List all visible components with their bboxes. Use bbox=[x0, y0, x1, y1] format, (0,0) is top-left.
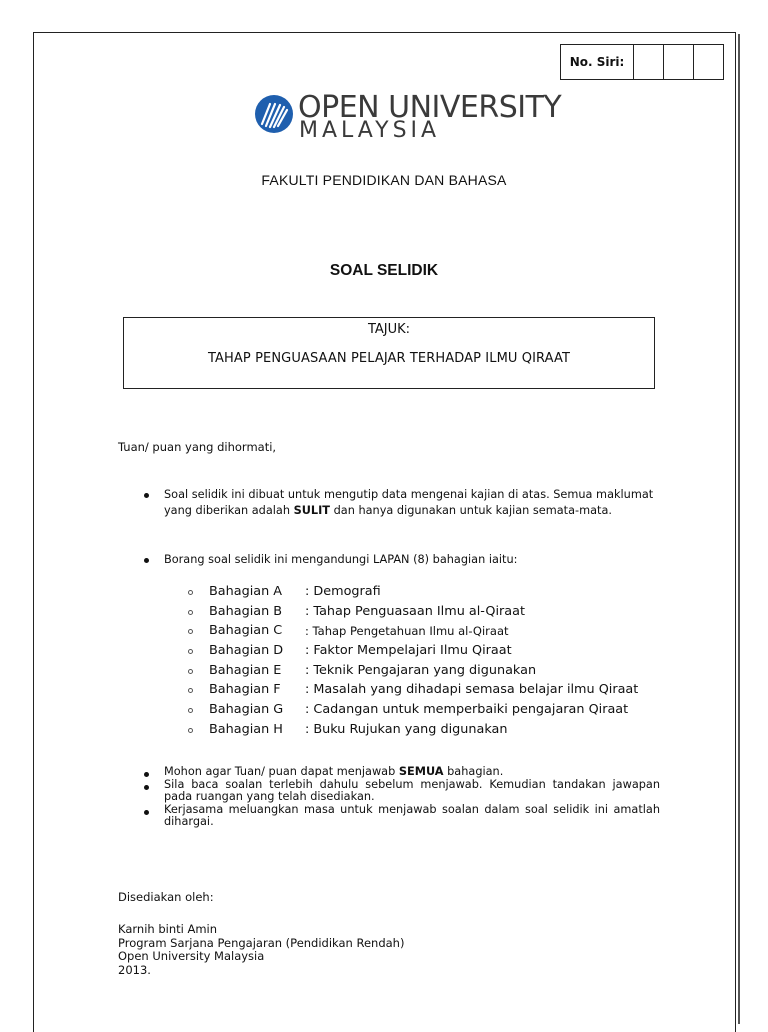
intro-text: Soal selidik ini dibuat untuk mengutip data mengenai kajian di atas. Semua maklumat yang diberikan adalah bbox=[164, 488, 654, 517]
serial-cell bbox=[694, 45, 723, 79]
serial-cell bbox=[634, 45, 664, 79]
intro-list bbox=[140, 487, 660, 519]
author-name: Karnih binti Amin bbox=[118, 922, 218, 936]
instruction-text: bahagian. bbox=[443, 765, 504, 778]
topic-text: TAHAP PENGUASAAN PELAJAR TERHADAP ILMU QIRAAT bbox=[208, 351, 570, 366]
intro-bold: SULIT bbox=[293, 504, 331, 517]
section-desc: : Tahap Pengetahuan Ilmu al-Qiraat bbox=[305, 624, 509, 639]
section-name: Bahagian A bbox=[209, 584, 283, 599]
logo-text-open-university: OPEN UNIVERSITY bbox=[298, 90, 562, 125]
logo-text-malaysia: MALAYSIA bbox=[299, 118, 441, 143]
intro-text: dan hanya digunakan untuk kajian semata-mata. bbox=[330, 504, 612, 517]
oum-logo-icon bbox=[254, 94, 294, 134]
instructions-list bbox=[140, 766, 660, 829]
intro-list-2 bbox=[140, 552, 660, 568]
instruction-item bbox=[140, 766, 660, 779]
instruction-item: Kerjasama meluangkan masa untuk menjawab soalan dalam soal selidik ini amatlah dihargai. bbox=[140, 804, 660, 829]
author-program: Program Sarjana Pengajaran (Pendidikan Rendah) bbox=[118, 935, 405, 950]
author-year: 2013. bbox=[118, 962, 151, 977]
section-desc: : Masalah yang dihadapi semasa belajar ilmu Qiraat bbox=[305, 682, 639, 698]
author-block bbox=[118, 923, 404, 977]
circle-bullet-icon bbox=[188, 728, 193, 733]
instruction-item: Sila baca soalan terlebih dahulu sebelum menjawab. Kemudian tandakan jawapan pada ruangan yang telah disediakan. bbox=[140, 779, 660, 804]
serial-number-box bbox=[560, 44, 724, 80]
section-desc: : Buku Rujukan yang digunakan bbox=[305, 721, 508, 737]
circle-bullet-icon bbox=[188, 590, 193, 595]
circle-bullet-icon bbox=[188, 610, 193, 615]
topic-box bbox=[123, 317, 655, 389]
section-name: Bahagian C bbox=[209, 623, 283, 639]
instruction-text: Mohon agar Tuan/ puan dapat menjawab bbox=[164, 765, 399, 778]
section-name: Bahagian G bbox=[209, 702, 284, 718]
author-university: Open University Malaysia bbox=[118, 949, 265, 963]
section-desc: : Teknik Pengajaran yang digunakan bbox=[305, 662, 537, 678]
section-name: Bahagian H bbox=[209, 721, 283, 737]
topic-label: TAJUK: bbox=[367, 322, 411, 337]
instruction-bold: SEMUA bbox=[398, 765, 444, 778]
intro-item bbox=[140, 487, 660, 519]
section-desc: : Cadangan untuk memperbaiki pengajaran Qiraat bbox=[305, 702, 629, 718]
document-title: SOAL SELIDIK bbox=[329, 262, 439, 279]
circle-bullet-icon bbox=[188, 669, 193, 674]
section-desc: : Demografi bbox=[305, 584, 381, 599]
section-desc: : Tahap Penguasaan Ilmu al-Qiraat bbox=[305, 603, 525, 619]
faculty-name: FAKULTI PENDIDIKAN DAN BAHASA bbox=[261, 172, 507, 188]
prepared-by-label: Disediakan oleh: bbox=[118, 890, 214, 904]
greeting: Tuan/ puan yang dihormati, bbox=[118, 440, 277, 454]
section-name: Bahagian E bbox=[209, 662, 282, 678]
serial-label: No. Siri: bbox=[561, 45, 634, 79]
university-logo bbox=[254, 90, 562, 148]
section-name: Bahagian B bbox=[209, 603, 283, 619]
section-name: Bahagian D bbox=[209, 643, 284, 659]
section-name: Bahagian F bbox=[209, 682, 281, 698]
section-desc: : Faktor Mempelajari Ilmu Qiraat bbox=[305, 643, 512, 659]
serial-cell bbox=[664, 45, 694, 79]
intro-item: Borang soal selidik ini mengandungi LAPAN (8) bahagian iaitu: bbox=[140, 552, 660, 568]
